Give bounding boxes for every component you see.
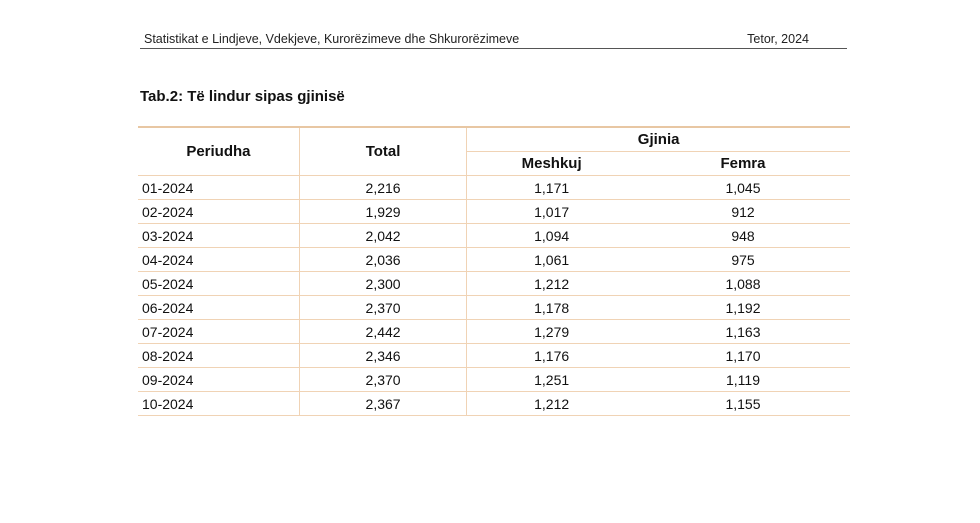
cell-total: 2,442 <box>299 320 466 344</box>
cell-male: 1,017 <box>467 200 636 224</box>
table-row <box>138 392 850 416</box>
cell-total: 2,042 <box>299 224 466 248</box>
cell-period: 05-2024 <box>138 272 299 296</box>
table-row <box>138 224 850 248</box>
column-header-male: Meshkuj <box>467 152 636 176</box>
cell-male: 1,279 <box>467 320 636 344</box>
cell-male: 1,212 <box>467 272 636 296</box>
cell-period: 04-2024 <box>138 248 299 272</box>
table-row <box>138 320 850 344</box>
table-row <box>138 272 850 296</box>
cell-total: 2,346 <box>299 344 466 368</box>
cell-total: 2,216 <box>299 176 466 200</box>
cell-period: 01-2024 <box>138 176 299 200</box>
cell-total: 2,370 <box>299 368 466 392</box>
cell-male: 1,178 <box>467 296 636 320</box>
cell-period: 03-2024 <box>138 224 299 248</box>
page-header <box>140 30 847 49</box>
table-title: Tab.2: Të lindur sipas gjinisë <box>140 88 345 105</box>
cell-female: 1,119 <box>636 368 850 392</box>
table-row <box>138 176 850 200</box>
births-by-gender-table <box>138 126 850 416</box>
cell-period: 08-2024 <box>138 344 299 368</box>
cell-male: 1,171 <box>467 176 636 200</box>
cell-female: 1,192 <box>636 296 850 320</box>
cell-male: 1,094 <box>467 224 636 248</box>
table-body <box>138 176 850 416</box>
cell-total: 2,300 <box>299 272 466 296</box>
cell-male: 1,251 <box>467 368 636 392</box>
cell-female: 1,170 <box>636 344 850 368</box>
cell-male: 1,061 <box>467 248 636 272</box>
cell-period: 06-2024 <box>138 296 299 320</box>
cell-period: 10-2024 <box>138 392 299 416</box>
column-header-period: Periudha <box>138 127 299 176</box>
column-header-total: Total <box>299 127 466 176</box>
cell-female: 948 <box>636 224 850 248</box>
cell-total: 1,929 <box>299 200 466 224</box>
cell-period: 02-2024 <box>138 200 299 224</box>
table-row <box>138 248 850 272</box>
cell-male: 1,212 <box>467 392 636 416</box>
table-row <box>138 344 850 368</box>
cell-female: 1,163 <box>636 320 850 344</box>
cell-total: 2,367 <box>299 392 466 416</box>
cell-female: 1,045 <box>636 176 850 200</box>
cell-female: 912 <box>636 200 850 224</box>
cell-total: 2,370 <box>299 296 466 320</box>
cell-female: 1,088 <box>636 272 850 296</box>
table-row <box>138 200 850 224</box>
cell-total: 2,036 <box>299 248 466 272</box>
table-row <box>138 296 850 320</box>
cell-period: 07-2024 <box>138 320 299 344</box>
cell-male: 1,176 <box>467 344 636 368</box>
column-group-header-gender: Gjinia <box>467 127 850 152</box>
header-publication-title: Statistikat e Lindjeve, Vdekjeve, Kurorëzimeve dhe Shkurorëzimeve <box>144 32 520 46</box>
cell-period: 09-2024 <box>138 368 299 392</box>
table-row <box>138 368 850 392</box>
cell-female: 1,155 <box>636 392 850 416</box>
header-date: Tetor, 2024 <box>747 32 809 46</box>
column-header-female: Femra <box>636 152 850 176</box>
cell-female: 975 <box>636 248 850 272</box>
